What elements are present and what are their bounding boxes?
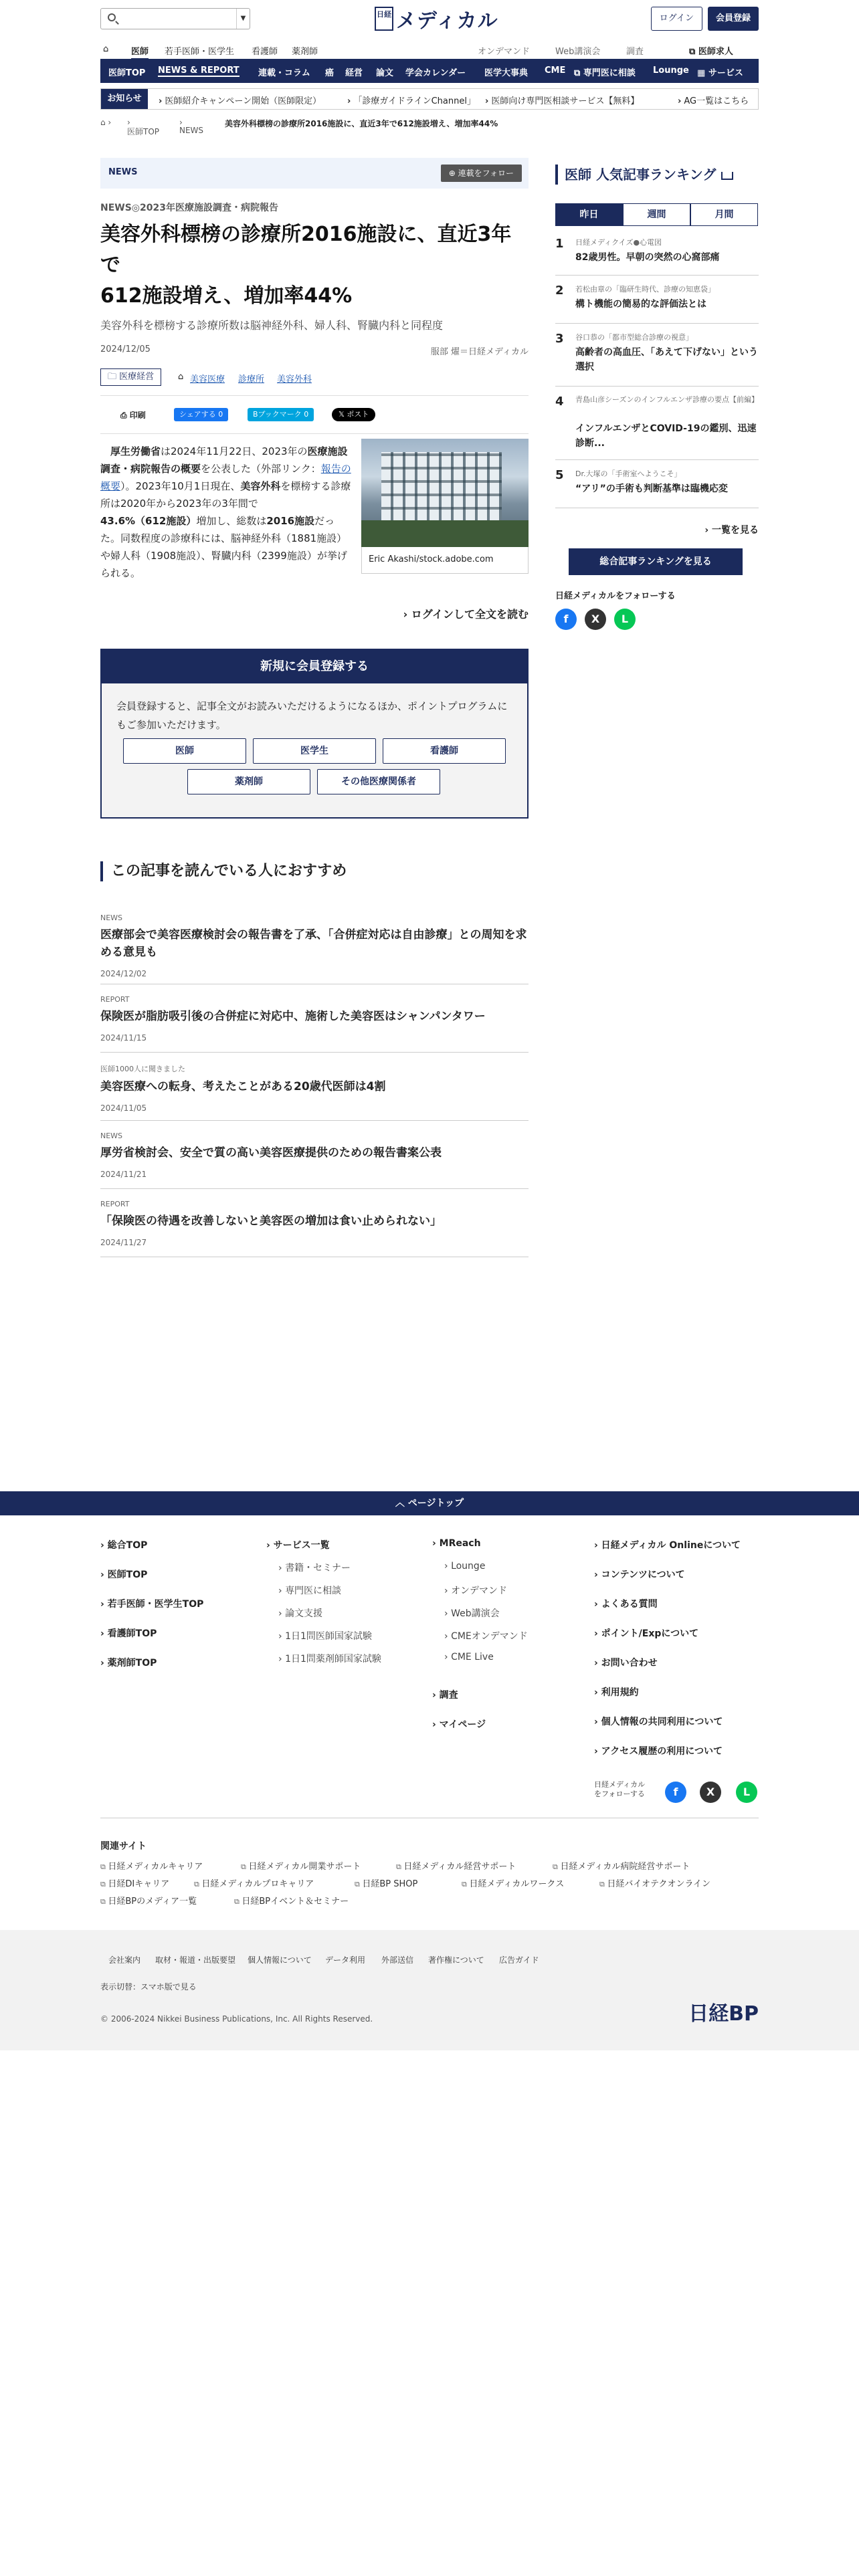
- nav2-column[interactable]: 連載・コラム: [258, 68, 310, 78]
- breadcrumb-item[interactable]: 医師TOP ›: [127, 118, 160, 136]
- follow-series-label: 連載をフォロー: [458, 169, 514, 178]
- notice-item[interactable]: › 医師紹介キャンペーン開始（医師限定）: [159, 94, 321, 106]
- top-bar: [100, 0, 759, 40]
- search-input[interactable]: [100, 8, 250, 29]
- body-text: は2024年11月22日、2023年の: [161, 445, 308, 457]
- article-meta: [100, 344, 529, 358]
- footer-link[interactable]: › 総合TOP: [100, 1538, 203, 1568]
- rank-label: 青島山彦シーズンのインフルエンザ診療の要点【前編】: [575, 395, 759, 404]
- nav2-cancer[interactable]: 癌: [325, 68, 335, 78]
- breadcrumb-label: 医師TOP: [127, 127, 160, 136]
- related-link[interactable]: ⧉ 日経メディカル経営サポート: [396, 1859, 516, 1872]
- logo-box: 日経: [375, 7, 393, 31]
- notice-item[interactable]: › 医師向け専門医相談サービス【無料】: [485, 94, 639, 106]
- footer-legal-link[interactable]: 外部送信: [381, 1955, 414, 1965]
- divider: [100, 433, 529, 434]
- page: [100, 0, 759, 1271]
- notice-item[interactable]: › AG一覧はこちら: [678, 94, 749, 106]
- footer-follow-line: 日経メディカル: [594, 1780, 646, 1789]
- nav-jobs-label: 医師求人: [698, 47, 733, 57]
- footer-link[interactable]: › よくある質問: [594, 1597, 741, 1626]
- recommend-date: 2024/11/15: [100, 1033, 147, 1043]
- register-pharmacist-button[interactable]: 薬剤師: [187, 769, 310, 794]
- recommend-date: 2024/11/05: [100, 1103, 147, 1113]
- register-box: [100, 649, 529, 819]
- footer-link[interactable]: › アクセス履歴の利用について: [594, 1744, 741, 1774]
- footer-legal-link[interactable]: 著作権について: [428, 1955, 484, 1965]
- article-title-line: 美容外科標榜の診療所2016施設に、直近3年で: [100, 223, 512, 277]
- notice-item[interactable]: › 「診療ガイドラインChannel」: [347, 94, 476, 106]
- footer-link[interactable]: › 利用規約: [594, 1685, 741, 1715]
- site-logo[interactable]: [375, 5, 498, 32]
- facebook-icon[interactable]: f: [555, 609, 577, 630]
- hatena-bookmark-button[interactable]: Bブックマーク 0: [248, 408, 314, 421]
- rank-number: 2: [555, 284, 564, 298]
- rank-label: 若松由章の「臨研生時代、診療の知恵袋」: [575, 285, 715, 294]
- nav2-services-label: サービス: [708, 68, 743, 78]
- body-text: 厚生労働省: [110, 445, 161, 457]
- total-ranking-button[interactable]: 総合記事ランキングを見る: [569, 548, 743, 575]
- footer-legal-link[interactable]: 広告ガイド: [499, 1955, 539, 1965]
- category-chip[interactable]: [100, 368, 161, 386]
- footer-sublink[interactable]: › 専門医に相談: [266, 1584, 381, 1606]
- nav-young-doctor[interactable]: 若手医師・医学生: [165, 47, 235, 57]
- footer-link[interactable]: › 看護師TOP: [100, 1626, 203, 1656]
- rank-number: 5: [555, 468, 564, 482]
- view-switch-link[interactable]: 表示切替：スマホ版で見る: [100, 1982, 197, 1992]
- rank-title: 構ト機能の簡易的な評価法とは: [575, 299, 706, 310]
- footer-sublink[interactable]: › Lounge: [432, 1561, 528, 1584]
- footer-follow-line: をフォローする: [594, 1790, 645, 1798]
- body-text: 増加し、総数は: [196, 515, 267, 527]
- register-nurse-button[interactable]: 看護師: [383, 738, 506, 764]
- recommend-date: 2024/12/02: [100, 969, 147, 978]
- folder-icon: 🗀: [108, 372, 120, 382]
- recommend-item[interactable]: [100, 995, 529, 1053]
- recommend-title-text: 「保険医の待遇を改善しないと美容医の増加は食い止められない」: [100, 1214, 442, 1228]
- nav2-consult-label: 専門医に相談: [583, 68, 636, 78]
- related-sites-title: 関連サイト: [100, 1841, 147, 1852]
- recommend-item[interactable]: [100, 1200, 529, 1257]
- recommend-label: 医師1000人に聞きました: [100, 1065, 185, 1073]
- article-title-line: 612施設増え、増加率44%: [100, 284, 353, 308]
- body-text: を標榜する診療所は2020年から2023年の3年間で: [100, 480, 351, 510]
- article-body: [100, 443, 352, 582]
- rank-label: 日経メディクイズ●心電図: [575, 238, 662, 247]
- related-link[interactable]: ⧉ 日経メディカル開業サポート: [241, 1859, 361, 1872]
- article-date: 2024/12/05: [100, 344, 151, 354]
- related-link[interactable]: ⧉ 日経バイオテクオンライン: [599, 1876, 710, 1889]
- related-link[interactable]: ⧉ 日経BPのメディア一覧: [100, 1894, 197, 1907]
- footer-column-mreach: [432, 1538, 528, 1747]
- print-icon: ⎙: [120, 411, 130, 420]
- follow-label: 日経メディカルをフォローする: [555, 591, 676, 601]
- recommend-item[interactable]: [100, 1132, 529, 1189]
- recommend-label: REPORT: [100, 995, 130, 1004]
- footer-column-about: [594, 1538, 741, 1774]
- section-label: NEWS: [108, 167, 138, 177]
- facebook-share-button[interactable]: シェアする 0: [174, 408, 228, 421]
- nav2-calendar[interactable]: 学会カレンダー: [405, 68, 466, 78]
- body-text: だった。同数程度の診療科には、脳神経外科（1881施設）や婦人科（1908施設）、腎臓内科（2399施設）が挙げられる。: [100, 515, 347, 579]
- main-nav: [100, 59, 759, 83]
- recommend-title-text: 医療部会で美容医療検討会の報告書を了承、「合併症対応は自由診療」との周知を求める意見も: [100, 928, 527, 959]
- body-text: を公表した（外部リンク：: [201, 463, 321, 475]
- body-text: 美容外科: [240, 480, 281, 492]
- nav2-services[interactable]: [697, 66, 743, 78]
- recommend-title-text: 保険医が脂肪吸引後の合併症に対応中、施術した美容医はシャンパンタワー: [100, 1010, 486, 1023]
- body-text: 43.6%（612施設）: [100, 515, 197, 527]
- footer-legal-link[interactable]: 会社案内: [108, 1955, 141, 1965]
- related-link[interactable]: ⧉ 日経DIキャリア: [100, 1876, 169, 1889]
- copyright: © 2006-2024 Nikkei Business Publications, Inc. All Rights Reserved.: [100, 2014, 373, 2024]
- ranking-item[interactable]: [555, 387, 759, 460]
- footer-link[interactable]: › サービス一覧: [266, 1538, 381, 1561]
- footer-sublink[interactable]: › 書籍・セミナー: [266, 1561, 381, 1584]
- nav-doctor[interactable]: 医師: [131, 44, 149, 60]
- tab-weekly[interactable]: 週間: [623, 203, 690, 226]
- recommend-label: REPORT: [100, 1200, 130, 1208]
- article-author: 服部 燿＝日経メディカル: [430, 347, 529, 357]
- x-icon[interactable]: X: [700, 1782, 721, 1803]
- related-link[interactable]: ⧉ 日経メディカルキャリア: [100, 1859, 203, 1872]
- chevron-up-icon: ︿: [395, 1498, 408, 1509]
- home-icon[interactable]: ⌂: [103, 44, 109, 54]
- plus-icon: ⊕: [448, 169, 458, 178]
- register-button[interactable]: 会員登録: [708, 7, 759, 31]
- nav-jobs[interactable]: [689, 44, 733, 57]
- nav2-management[interactable]: 経営: [345, 68, 363, 78]
- rank-title: 高齢者の高血圧、「あえて下げない」という選択: [575, 347, 758, 372]
- body-text: ）。2023年10月1日現在、: [120, 480, 241, 492]
- crown-icon: [721, 172, 733, 180]
- page-top-button[interactable]: [0, 1491, 859, 1515]
- recommend-title: この記事を読んでいる人におすすめ: [100, 861, 347, 881]
- article-category: NEWS◎2023年医療施設調査・病院報告: [100, 203, 278, 213]
- footer-link[interactable]: › 日経メディカル Onlineについて: [594, 1538, 741, 1568]
- home-icon[interactable]: ⌂ ›: [100, 118, 112, 127]
- ranking-tabs: [555, 203, 759, 226]
- related-link[interactable]: ⧉ 日経メディカル病院経営サポート: [553, 1859, 690, 1872]
- login-read-more-link[interactable]: › ログインして全文を読む: [403, 606, 529, 621]
- article-figure: [361, 439, 529, 574]
- related-link[interactable]: ⧉ 日経メディカルプロキャリア: [194, 1876, 314, 1889]
- breadcrumb-current: 美容外科標榜の診療所2016施設に、直近3年で612施設増え、増加率44%: [225, 119, 498, 128]
- register-student-button[interactable]: 医学生: [253, 738, 376, 764]
- nav-ondemand[interactable]: オンデマンド: [478, 47, 531, 57]
- external-link-icon: ⧉: [574, 68, 583, 78]
- section-header: [100, 158, 529, 189]
- x-post-label: ポスト: [347, 410, 369, 419]
- footer-sublink[interactable]: › 1日1問医師国家試験: [266, 1629, 381, 1652]
- nav-survey[interactable]: 調査: [626, 47, 644, 57]
- recommend-item[interactable]: [100, 914, 529, 984]
- related-link[interactable]: ⧉ 日経BP SHOP: [355, 1876, 417, 1889]
- print-button[interactable]: [120, 409, 146, 421]
- photo-caption: Eric Akashi/stock.adobe.com: [361, 547, 529, 574]
- footer-link[interactable]: › 個人情報の共同利用について: [594, 1715, 741, 1744]
- category-chip-label: 医療経営: [119, 372, 155, 382]
- login-button[interactable]: ログイン: [651, 7, 702, 31]
- footer-link[interactable]: › 医師TOP: [100, 1568, 203, 1597]
- rank-number: 1: [555, 237, 564, 251]
- ranking-item[interactable]: [555, 460, 759, 508]
- print-label: 印刷: [129, 411, 146, 420]
- logo-text: メディカル: [396, 9, 498, 33]
- article-subtitle: 美容外科を標榜する診療所数は脳神経外科、婦人科、腎臓内科と同程度: [100, 319, 444, 332]
- recommend-title-text: 厚労省検討会、安全で質の高い美容医療提供のための報告書案公表: [100, 1146, 442, 1160]
- line-icon[interactable]: L: [614, 609, 636, 630]
- footer-legal-link[interactable]: データ利用: [325, 1955, 366, 1965]
- breadcrumb-label: NEWS: [179, 126, 204, 135]
- footer-sublink[interactable]: › CMEオンデマンド: [432, 1629, 528, 1652]
- footer-sublink[interactable]: › CME Live: [432, 1652, 528, 1675]
- nav2-paper[interactable]: 論文: [376, 68, 394, 78]
- nav2-dictionary[interactable]: 医学大事典: [484, 68, 529, 78]
- notice-bar: [100, 88, 759, 110]
- footer-bottom: [0, 1930, 859, 2050]
- footer-link[interactable]: › ポイント/Expについて: [594, 1626, 741, 1656]
- recommend-date: 2024/11/27: [100, 1238, 147, 1247]
- body-text: 2016施設: [266, 515, 315, 527]
- nav2-news[interactable]: NEWS & REPORT: [158, 66, 240, 76]
- footer-link[interactable]: › マイページ: [432, 1717, 528, 1747]
- recommend-label: NEWS: [100, 1132, 123, 1140]
- article-tags: [100, 368, 529, 387]
- line-icon[interactable]: L: [736, 1782, 757, 1803]
- rank-title: 82歳男性。早朝の突然の心窩部痛: [575, 252, 720, 263]
- footer-link[interactable]: › 調査: [432, 1688, 528, 1717]
- search-icon: [108, 13, 116, 21]
- rank-label: 谷口恭の「都市型総合診療の視意」: [575, 333, 693, 342]
- nav2-cme[interactable]: CME: [545, 66, 566, 76]
- recommend-item[interactable]: [100, 1063, 529, 1121]
- nav2-consult[interactable]: [574, 66, 636, 78]
- rank-title: インフルエンザとCOVID-19の鑑別、迅速診断...: [575, 423, 757, 449]
- register-box-body: [102, 683, 527, 817]
- footer-follow-label: [594, 1780, 645, 1799]
- ranking-item[interactable]: [555, 324, 759, 387]
- footer-sublink[interactable]: › 論文支援: [266, 1606, 381, 1629]
- related-link[interactable]: ⧉ 日経メディカルワークス: [462, 1876, 564, 1889]
- footer: [0, 1271, 859, 2374]
- content-area: [100, 134, 759, 1271]
- grid-icon: ▦: [697, 68, 708, 78]
- nav2-lounge[interactable]: Lounge: [653, 66, 689, 76]
- register-doctor-button[interactable]: 医師: [123, 738, 246, 764]
- ranking-item[interactable]: [555, 276, 759, 324]
- register-other-button[interactable]: その他医療関係者: [317, 769, 440, 794]
- tab-monthly[interactable]: 月間: [690, 203, 758, 226]
- register-box-text: 会員登録すると、記事全文がお読みいただけるようになるほか、ポイントプログラムにもご参加いただけます。: [116, 700, 508, 731]
- recommend-title-text: 美容医療への転身、考えたことがある20歳代医師は4割: [100, 1080, 386, 1093]
- nav-nurse[interactable]: 看護師: [252, 47, 278, 57]
- tag-link[interactable]: 診療所: [238, 374, 265, 385]
- x-icon[interactable]: X: [585, 609, 606, 630]
- footer-link[interactable]: › 薬剤師TOP: [100, 1656, 203, 1685]
- footer-sublink[interactable]: › Web講演会: [432, 1606, 528, 1629]
- rank-title: “アリ”の手術も判断基準は臨機応変: [575, 484, 728, 494]
- x-post-button[interactable]: [332, 408, 375, 421]
- audience-nav: [100, 40, 759, 59]
- external-link-icon: ⧉: [689, 47, 698, 57]
- x-icon: 𝕏: [339, 410, 347, 419]
- nav-web-lecture[interactable]: Web講演会: [555, 47, 601, 57]
- tag-link[interactable]: 美容外科: [277, 374, 312, 385]
- notice-label: お知らせ: [101, 89, 148, 109]
- tag-icon: ⌂: [178, 372, 184, 382]
- footer-column-services: [266, 1538, 381, 1675]
- rank-number: 3: [555, 332, 564, 346]
- register-box-title: 新規に会員登録する: [102, 650, 527, 683]
- breadcrumb-item[interactable]: NEWS ›: [179, 118, 204, 135]
- follow-series-button[interactable]: [441, 165, 522, 182]
- photo-trees: [361, 520, 529, 547]
- nav2-doctor-top[interactable]: 医師TOP: [108, 68, 146, 78]
- article: [100, 158, 529, 1247]
- nikkei-bp-logo[interactable]: 日経BP: [688, 2002, 759, 2026]
- body-text: 医療施設調査・病院報告の概要: [100, 445, 348, 475]
- hospital-photo: [361, 439, 529, 547]
- tag-link[interactable]: 美容医療: [190, 374, 225, 385]
- footer-link[interactable]: › コンテンツについて: [594, 1568, 741, 1597]
- article-title: [100, 219, 529, 312]
- footer-link[interactable]: › MReach: [432, 1538, 528, 1561]
- page-top-label: ページトップ: [407, 1498, 464, 1509]
- recommend-label: NEWS: [100, 914, 123, 922]
- footer-link[interactable]: › お問い合わせ: [594, 1656, 741, 1685]
- ranking-more-link[interactable]: › 一覧を見る: [704, 523, 759, 536]
- footer-column-top: [100, 1538, 203, 1685]
- share-bar: [100, 396, 529, 433]
- sidebar: [555, 158, 759, 625]
- rank-label: Dr.大塚の「手術室へようこそ」: [575, 469, 682, 478]
- nav-pharmacist[interactable]: 薬剤師: [292, 47, 318, 57]
- tab-yesterday[interactable]: 昨日: [555, 203, 623, 226]
- footer-sublink[interactable]: › オンデマンド: [432, 1584, 528, 1606]
- ranking-title: [555, 165, 733, 185]
- footer-legal-link[interactable]: 個人情報について: [248, 1955, 312, 1965]
- recommend-date: 2024/11/21: [100, 1170, 147, 1179]
- related-link[interactable]: ⧉ 日経BPイベント＆セミナー: [234, 1894, 349, 1907]
- footer-legal-link[interactable]: 取材・報道・出版要望: [155, 1955, 236, 1965]
- rank-number: 4: [555, 395, 564, 409]
- breadcrumb: [100, 110, 759, 134]
- ranking-title-text: 医師 人気記事ランキング: [565, 167, 717, 183]
- report-link[interactable]: 報告の概要: [100, 463, 351, 492]
- footer-link[interactable]: › 若手医師・医学生TOP: [100, 1597, 203, 1626]
- footer-sublink[interactable]: › 1日1問薬剤師国家試験: [266, 1652, 381, 1675]
- chevron-down-icon[interactable]: ▼: [236, 9, 250, 29]
- ranking-item[interactable]: [555, 229, 759, 276]
- facebook-icon[interactable]: f: [665, 1782, 686, 1803]
